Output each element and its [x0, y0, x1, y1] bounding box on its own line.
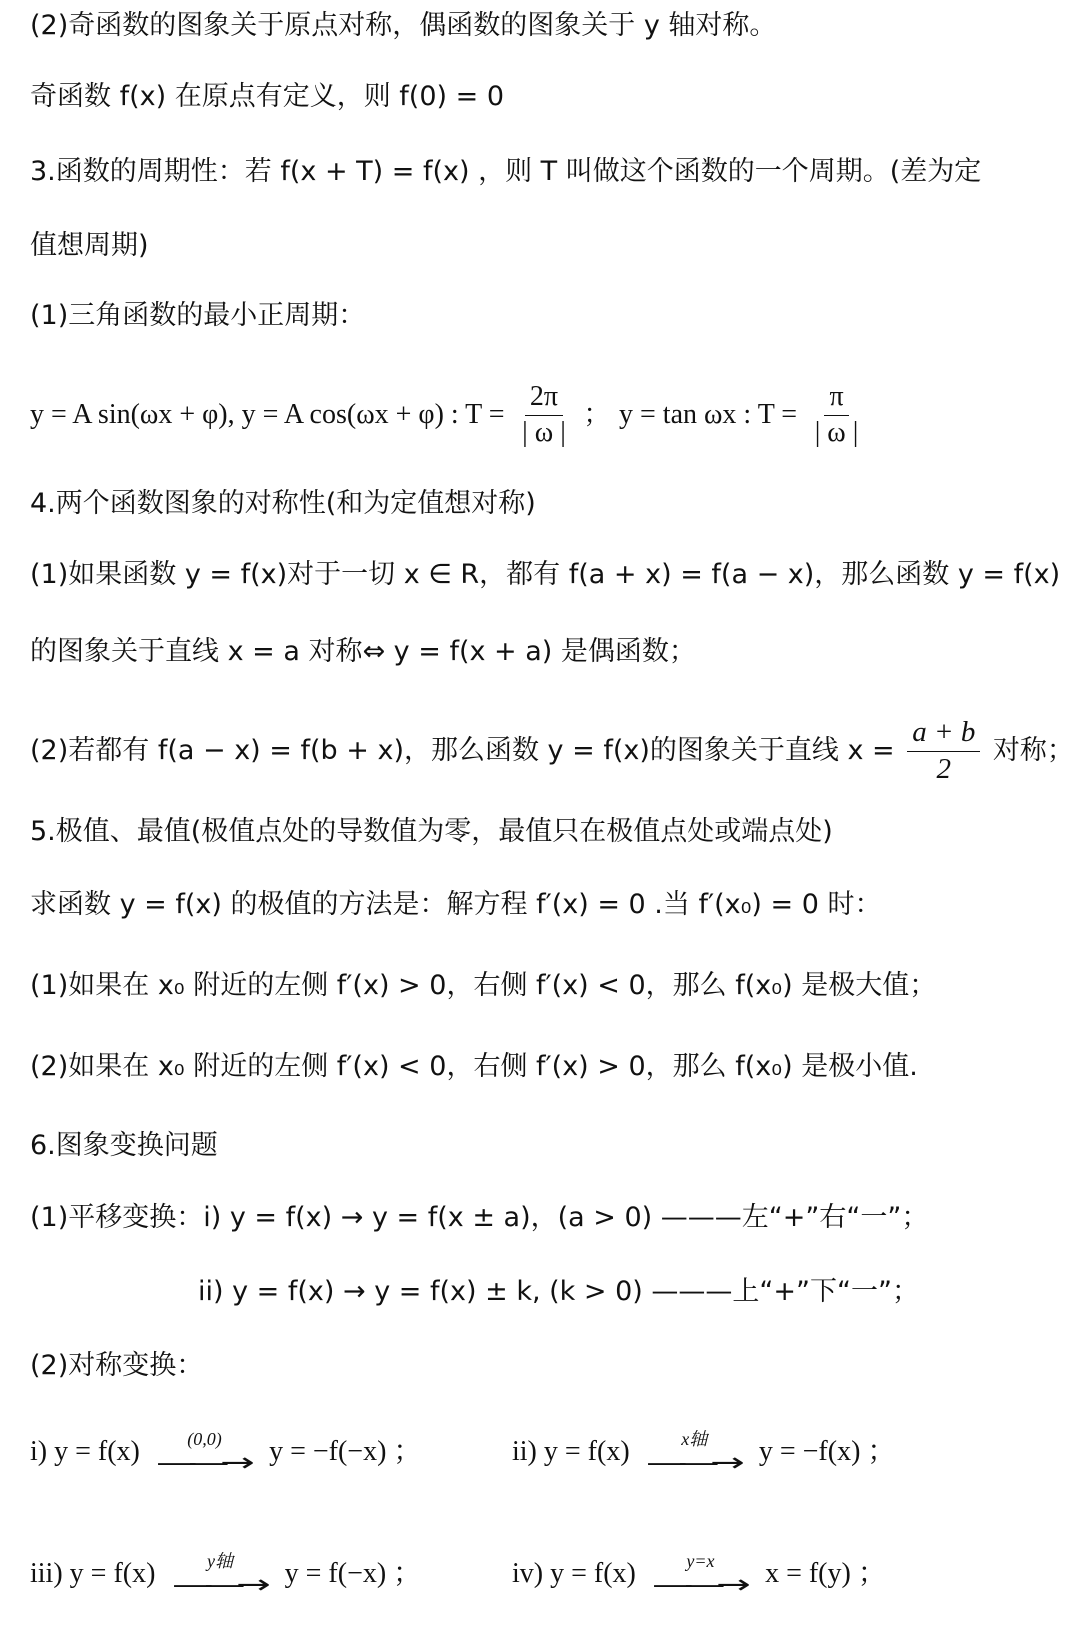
- fraction-numerator: π: [824, 382, 848, 416]
- text-line: 6.图象变换问题: [30, 1130, 218, 1161]
- symmetry-2-line: [30, 712, 1074, 790]
- arrow-label: y=x: [686, 1550, 715, 1571]
- text-line: (2)奇函数的图象关于原点对称，偶函数的图象关于 y 轴对称。: [30, 10, 777, 41]
- fraction-denominator: | ω |: [522, 417, 566, 448]
- arrow-right-icon: ——→: [652, 1569, 742, 1600]
- text-line: 的图象关于直线 x = a 对称⇔ y = f(x + a) 是偶函数；: [30, 636, 696, 667]
- text-line: 4.两个函数图象的对称性(和为定值想对称): [30, 488, 536, 519]
- text-line: (1)如果在 x₀ 附近的左侧 f′(x) > 0，右侧 f′(x) < 0，那么 f(x₀) 是极大值；: [30, 970, 937, 1001]
- transform-rhs: y = −f(−x) ；: [269, 1436, 422, 1467]
- transform-lhs: iv) y = f(x): [512, 1558, 636, 1589]
- fraction-pi-over-omega: [810, 382, 864, 449]
- text-line: (1)平移变换：i) y = f(x) → y = f(x ± a)，(a > 0) ———左“+”右“一”；: [30, 1202, 929, 1233]
- arrow-label: x轴: [681, 1428, 708, 1449]
- trig-formula-prefix: y = A sin(ωx + φ), y = A cos(ωx + φ) : T =: [30, 399, 505, 430]
- text-line: 3.函数的周期性：若 f(x + T) = f(x) ，则 T 叫做这个函数的一个周期。(差为定: [30, 156, 982, 187]
- transform-rhs: x = f(y) ；: [765, 1558, 886, 1589]
- fraction-2pi-over-omega: [517, 382, 571, 449]
- text-line: ii) y = f(x) → y = f(x) ± k, (k > 0) ———上“+”下“一”；: [198, 1276, 919, 1307]
- sym-transform-iv: [512, 1546, 1012, 1602]
- text-line: 求函数 y = f(x) 的极值的方法是：解方程 f′(x) = 0 .当 f′(x₀) = 0 时：: [30, 889, 882, 920]
- fraction-numerator: 2π: [525, 382, 563, 416]
- sym-transform-ii: [512, 1424, 1012, 1480]
- text-line: (1)如果函数 y = f(x)对于一切 x ∈ R，都有 f(a + x) = f(a − x)，那么函数 y = f(x): [30, 559, 1061, 590]
- text-line: (2)如果在 x₀ 附近的左侧 f′(x) < 0，右侧 f′(x) > 0，那么 f(x₀) 是极小值.: [30, 1051, 918, 1082]
- text-line: (1)三角函数的最小正周期：: [30, 300, 366, 331]
- sym-transform-i: [30, 1424, 500, 1480]
- transform-lhs: iii) y = f(x): [30, 1558, 156, 1589]
- symmetry-2-prefix: (2)若都有 f(a − x) = f(b + x)，那么函数 y = f(x)的图象关于直线 x =: [30, 735, 895, 766]
- fraction-denominator: 2: [936, 753, 952, 785]
- trig-period-formula: [30, 372, 1060, 458]
- transform-rhs: y = −f(x) ；: [758, 1436, 896, 1467]
- arrow-label: y轴: [207, 1550, 234, 1571]
- text-line: 值想周期): [30, 230, 149, 261]
- separator: ；: [583, 399, 611, 430]
- mapping-arrow: [652, 1552, 748, 1598]
- text-line: 奇函数 f(x) 在原点有定义，则 f(0) = 0: [30, 81, 505, 112]
- symmetry-2-suffix: 对称；: [992, 735, 1074, 766]
- arrow-right-icon: ——→: [156, 1447, 246, 1478]
- text-line: (2)对称变换：: [30, 1350, 204, 1381]
- sym-transform-iii: [30, 1546, 500, 1602]
- transform-lhs: ii) y = f(x): [512, 1436, 630, 1467]
- fraction-denominator: | ω |: [814, 417, 859, 448]
- fraction-a-plus-b-over-2: [907, 717, 980, 786]
- mapping-arrow: [156, 1430, 252, 1476]
- arrow-right-icon: ——→: [172, 1569, 262, 1600]
- fraction-numerator: a + b: [907, 717, 980, 752]
- transform-rhs: y = f(−x) ；: [284, 1558, 422, 1589]
- mapping-arrow: [172, 1552, 268, 1598]
- text-line: 5.极值、最值(极值点处的导数值为零，最值只在极值点处或端点处): [30, 816, 833, 847]
- tan-formula-prefix: y = tan ωx : T =: [619, 399, 798, 430]
- arrow-right-icon: ——→: [646, 1447, 736, 1478]
- mapping-arrow: [646, 1430, 742, 1476]
- transform-lhs: i) y = f(x): [30, 1436, 140, 1467]
- arrow-label: (0,0): [187, 1428, 222, 1449]
